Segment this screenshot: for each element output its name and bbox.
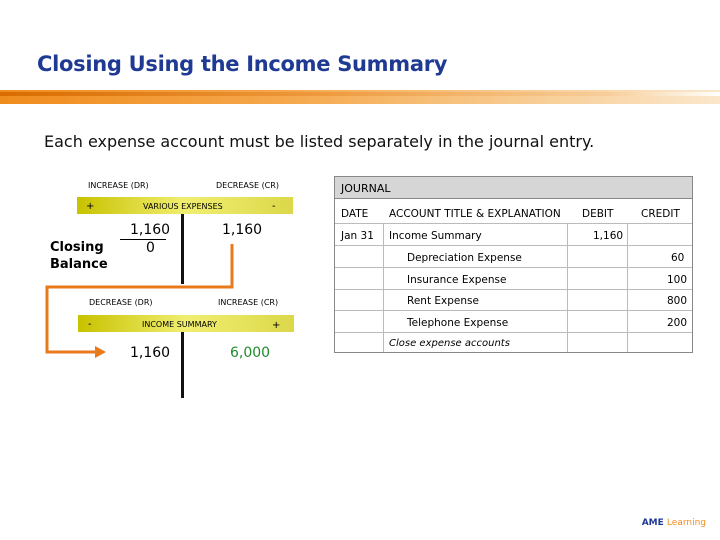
journal-table (334, 176, 693, 353)
journal-row-credit: 200 (667, 317, 688, 329)
income-summary-minus-sign: - (88, 319, 92, 330)
journal-row-rule (335, 332, 692, 333)
expenses-balance-value: 0 (146, 240, 155, 256)
journal-row-credit: 100 (667, 274, 688, 286)
journal-header-rule (335, 223, 692, 224)
journal-row-date: Jan 31 (341, 230, 374, 242)
transfer-arrow-head (95, 346, 106, 358)
income-summary-bar-label: INCOME SUMMARY (142, 320, 217, 329)
income-summary-decrease-header: DECREASE (DR) (89, 298, 153, 307)
closing-balance-label-line1: Closing (50, 240, 104, 255)
expenses-bar-label: VARIOUS EXPENSES (143, 202, 223, 211)
expenses-credit-value: 1,160 (222, 222, 263, 238)
journal-row-rule (335, 289, 692, 290)
journal-col-credit: CREDIT (641, 208, 680, 220)
journal-title: JOURNAL (341, 182, 391, 195)
journal-col-account: ACCOUNT TITLE & EXPLANATION (389, 208, 561, 220)
journal-header (335, 177, 692, 199)
journal-row-account: Income Summary (389, 230, 482, 242)
journal-row-credit: 60 (671, 252, 685, 264)
logo-brand: AME (641, 518, 664, 528)
slide-title: Closing Using the Income Summary (37, 52, 448, 76)
journal-row-account: Rent Expense (407, 295, 479, 307)
journal-row-account: Insurance Expense (407, 274, 507, 286)
journal-row-account: Depreciation Expense (407, 252, 522, 264)
intro-text: Each expense account must be listed separately in the journal entry. (44, 132, 595, 151)
income-summary-credit-value: 6,000 (230, 345, 271, 361)
journal-col-date: DATE (341, 208, 369, 220)
journal-row-account: Telephone Expense (407, 317, 509, 329)
journal-row-rule (335, 267, 692, 268)
expenses-plus-sign: + (86, 201, 95, 212)
journal-row-rule (335, 310, 692, 311)
income-summary-t-divider (181, 332, 184, 398)
closing-balance-label-line2: Balance (50, 257, 108, 272)
journal-explanation: Close expense accounts (389, 338, 510, 349)
expenses-decrease-header: DECREASE (CR) (216, 181, 279, 190)
logo-sub: Learning (666, 518, 706, 528)
income-summary-debit-value: 1,160 (130, 345, 171, 361)
journal-row-debit: 1,160 (593, 230, 624, 242)
expenses-minus-sign: - (272, 201, 276, 212)
income-summary-plus-sign: + (272, 320, 281, 331)
income-summary-increase-header: INCREASE (CR) (218, 298, 279, 307)
expenses-increase-header: INCREASE (DR) (88, 181, 149, 190)
journal-row-rule (335, 245, 692, 246)
journal-row-credit: 800 (667, 295, 688, 307)
expenses-debit-value: 1,160 (130, 222, 171, 238)
journal-col-debit: DEBIT (582, 208, 614, 220)
ame-learning-logo (642, 518, 706, 528)
